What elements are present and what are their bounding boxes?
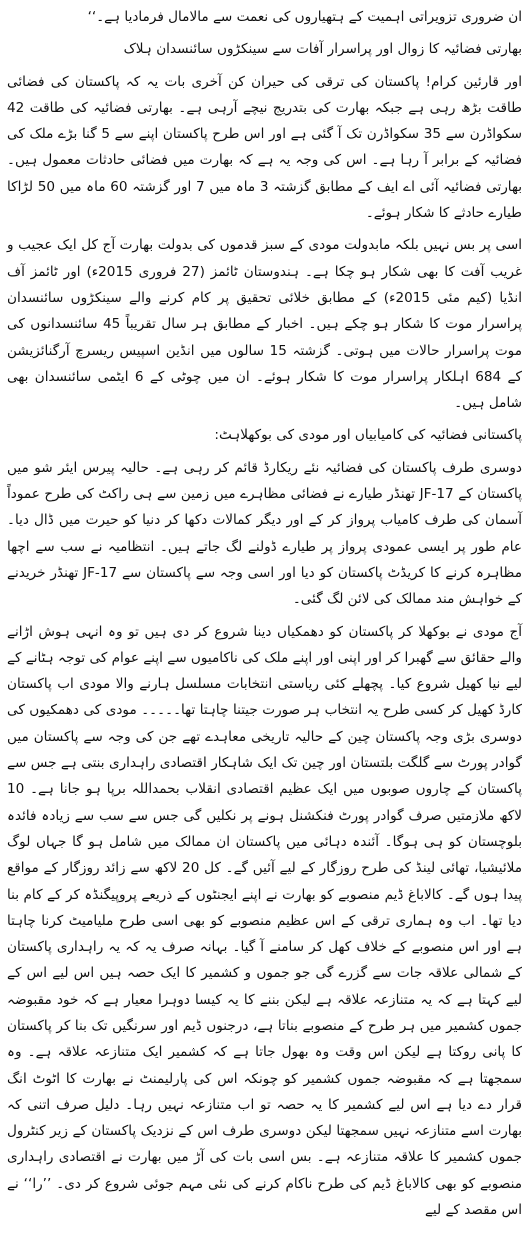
paragraph-economic-corridor: آج مودی نے بوکھلا کر پاکستان کو دھمکیاں دینا شروع کر دی ہیں تو وہ انہی ہوش اڑانے والے حقائق سے گھبرا کر اور اپنی اور اپنے ملک کی ناکامیوں سے اپنے عوام کی توجہ ہٹانے کے لیے نیا کھیل شروع کیا۔ پچھلے کئی ریاستی انتخابات مسلسل ہارنے والا مودی اب پاکستان کارڈ کھیل کر کسی طرح یہ انتخاب ہر صورت جیتنا چاہتا تھا۔۔۔۔۔ مودی کی دھمکیوں کی دوسری بڑی وجہ پاکستان چین کے حالیہ تاریخی معاہدے تھے جن کی وجہ سے پاکستان میں گوادر پورٹ سے گلگت بلتستان اور چین تک ایک شاہکار اقتصادی راہداری بنتی ہے جس سے پاکستان کے چاروں صوبوں میں ایک عظیم اقتصادی انقلاب بحمداللہ برپا ہو جانا ہے۔ 10 لاکھ ملازمتیں صرف گوادر پورٹ فنکشنل ہونے پر نکلیں گی جس سے سب سے زیادہ فائدہ بلوچستان کو ہی ہوگا۔ آئندہ دہائی میں پاکستان ان ممالک میں شامل ہو گا جہاں لوگ ملائیشیا، تھائی لینڈ کی طرح روزگار کے لیے آئیں گے۔ کل 20 لاکھ سے زائد روزگار کے مواقع پیدا ہوں گے۔ کالاباغ ڈیم منصوبے کو بھارت نے اپنے ایجنٹوں کے ذریعے پروپیگنڈہ کر کے کام بنا دیا تھا۔ اب وہ ہماری ترقی کے اس عظیم منصوبے کو بھی اسی طرح ملیامیٹ کرنا چاہتا ہے اور اس منصوبے کے خلاف کھل کر سامنے آ گیا۔ بہانہ صرف یہ کہ یہ راہداری پاکستان کے شمالی علاقہ جات سے گزرے گی جو جموں و کشمیر کا ایک حصہ ہیں اس لیے اس کے لیے کہتا ہے کہ یہ متنازعہ علاقہ ہے لیکن بننے کا یہ کیسا دوہرا معیار ہے کہ خود مقبوضہ جموں کشمیر میں ہر طرح کے منصوبے بناتا ہے، درجنوں ڈیم اور سرنگیں تک بنا کر پاکستان کا پانی روکتا ہے لیکن اس وقت وہ بھول جاتا ہے کہ کشمیر ایک متنازعہ علاقہ ہے۔ وہ سمجھتا ہے کہ مقبوضہ جموں کشمیر کو چونکہ اس کی پارلیمنٹ نے بھارت کا اٹوٹ انگ قرار دے دیا ہے اس لیے کشمیر کا یہ حصہ تو اب متنازعہ نہیں رہا۔ دلیل صرف اتنی کہ بھارت اسے متنازعہ نہیں سمجھتا لیکن دوسری طرف اس کے نزدیک پاکستان کے زیر کنٹرول جموں کشمیر کا علاقہ متنازعہ ہے۔ بس اسی بات کی آڑ میں بھارت نے اقتصادی راہداری منصوبے کو بھی کالاباغ ڈیم کی طرح ناکام کرنے کی نئی مہم جوئی شروع کر دی۔ ’’را‘‘ نے اس مقصد کے لیے — [6, 623, 522, 1219]
paragraph-scientists-deaths: اسی پر بس نہیں بلکہ مابدولت مودی کے سبز قدموں کی بدولت بھارت آج کل ایک عجیب و غریب آفت کا بھی شکار ہو چکا ہے۔ ہندوستان ٹائمز (27 فروری 2015ء) اور ٹائمز آف انڈیا (کیم مئی 2015ء) کے مطابق خلائی تحقیق پر کام کرنے والے سینکڑوں سائنسدان پراسرار موت کا شکار ہو چکے ہیں۔ اخبار کے مطابق ہر سال تقریباً 45 سائنسدانوں کی موت پراسرار حالات میں ہوتی۔ گزشتہ 15 سالوں میں انڈین اسپیس ریسرچ آرگنائزیشن کے 684 اہلکار پراسرار موت کا شکار ہوئے۔ ان میں چوٹی کے 6 ایٹمی سائنسدان بھی شامل ہیں۔ — [7, 237, 522, 412]
intro-paragraph: ان ضروری تزویراتی اہمیت کے ہتھیاروں کی نعمت سے مالامال فرمادیا ہے۔‘‘ — [87, 9, 522, 25]
paragraph-jf17-airshow: دوسری طرف پاکستان کی فضائیہ نئے ریکارڈ قائم کر رہی ہے۔ حالیہ پیرس ایئر شو میں پاکستان کے JF-17 تھنڈر طیارے نے فضائی مظاہرے میں زمین سے ہی راکٹ کی طرح عموداً آسمان کی طرف کامیاب پرواز کر کے اور دیگر کمالات دکھا کر دنیا کو حیرت میں ڈال دیا۔ عام طور پر ایسی عمودی پرواز پر طیارے ڈولنے لگ جاتے ہیں۔ انتظامیہ نے سب سے اچھا مظاہرہ کرنے کا کریڈٹ پاکستان کو دیا اور اسی وجہ سے پاکستان سے JF-17 تھنڈر خریدنے کے خواہش مند ممالک کی لائن لگ گئی۔ — [7, 459, 522, 608]
section-heading-paf-achievements: پاکستانی فضائیہ کی کامیابیاں اور مودی کی بوکھلاہٹ: — [214, 427, 522, 444]
section-heading-air-force-decline: بھارتی فضائیہ کا زوال اور پراسرار آفات سے سینکڑوں سائنسدان ہلاک — [123, 41, 522, 58]
paragraph-air-force-strength: اور قارئین کرام! پاکستان کی ترقی کی حیران کن آخری بات یہ کہ پاکستان کی فضائی طاقت بڑھ رہی ہے جبکہ بھارت کی بتدریج نیچے آرہی ہے۔ بھارتی فضائیہ کی طاقت 42 سکواڈرن سے 35 سکواڈرن تک آ گئی ہے اور اس طرح پاکستان اپنے سے 5 گنا بڑے ملک کی فضائیہ کے برابر آ رہا ہے۔ اس کی وجہ یہ ہے کہ بھارت میں فضائی حادثات معمول ہیں۔ بھارتی فضائیہ آئی اے ایف کے مطابق گزشتہ 3 ماہ میں 7 اور گزشتہ 60 ماہ میں 50 لڑاکا طیارے حادثے کا شکار ہوئے۔ — [7, 73, 523, 222]
